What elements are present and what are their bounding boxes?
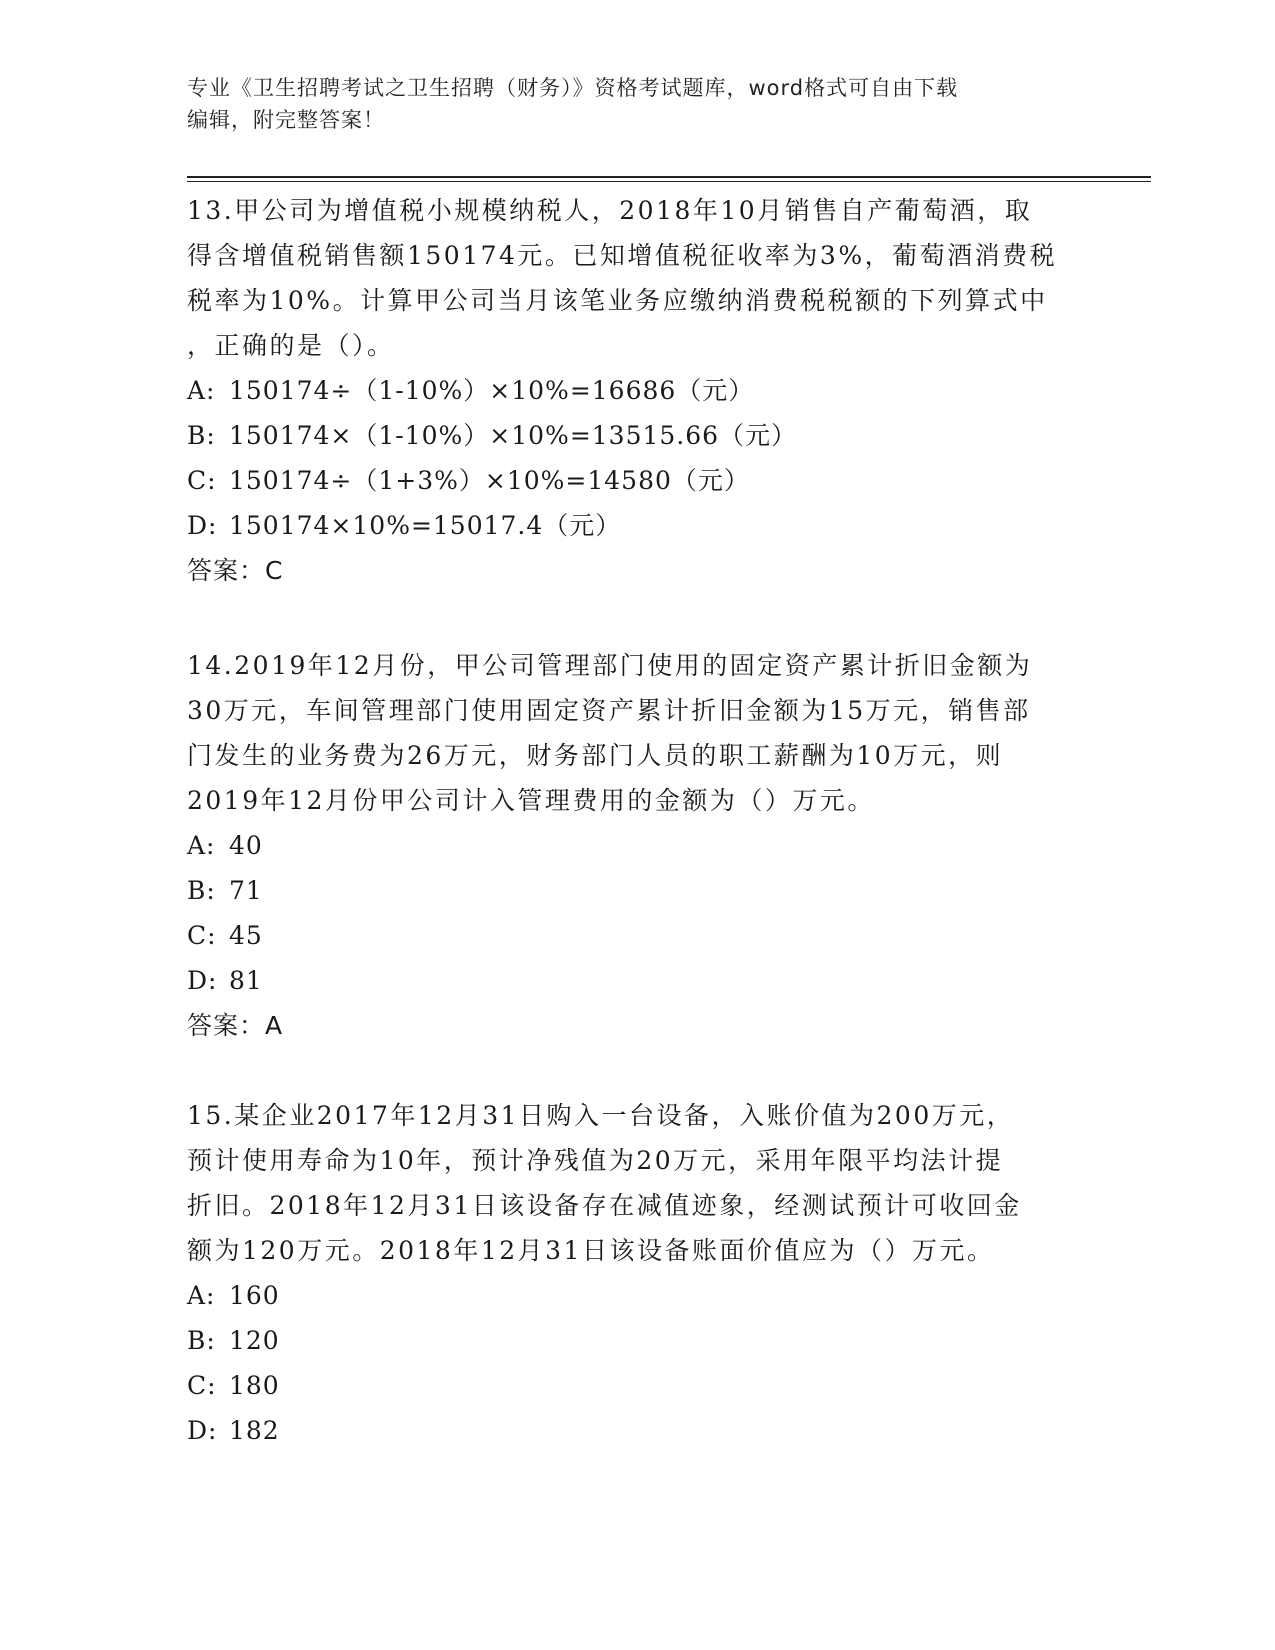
question-text-line: 得含增值税销售额150174元。已知增值税征收率为3%，葡萄酒消费税 bbox=[187, 241, 1058, 270]
option-d bbox=[187, 958, 1087, 1003]
header-divider-thin bbox=[187, 181, 1151, 182]
option-text: 120 bbox=[229, 1326, 280, 1355]
option-key: A: bbox=[187, 831, 216, 860]
option-text: 150174×（1-10%）×10%=13515.66（元） bbox=[229, 421, 798, 450]
option-text: 150174÷（1-10%）×10%=16686（元） bbox=[229, 376, 755, 405]
option-b bbox=[187, 868, 1087, 913]
question-text-line: ，正确的是（）。 bbox=[187, 331, 395, 360]
option-text: 182 bbox=[229, 1416, 280, 1445]
header-line: 编辑，附完整答案！ bbox=[187, 108, 385, 132]
question-text-line: 13.甲公司为增值税小规模纳税人，2018年10月销售自产葡萄酒，取 bbox=[187, 196, 1033, 225]
question-14 bbox=[187, 643, 1087, 1048]
option-text: 150174×10%=15017.4（元） bbox=[229, 511, 622, 540]
option-b bbox=[187, 1318, 1087, 1363]
option-c bbox=[187, 913, 1087, 958]
option-text: 81 bbox=[229, 966, 263, 995]
answer-line: 答案：A bbox=[187, 1011, 284, 1040]
option-text: 160 bbox=[229, 1281, 280, 1310]
question-13 bbox=[187, 188, 1087, 593]
option-c bbox=[187, 458, 1087, 503]
document-header bbox=[187, 72, 1087, 136]
option-key: C: bbox=[187, 921, 217, 950]
option-key: B: bbox=[187, 876, 216, 905]
option-key: C: bbox=[187, 1371, 217, 1400]
option-text: 150174÷（1+3%）×10%=14580（元） bbox=[229, 466, 750, 495]
option-key: D: bbox=[187, 1416, 218, 1445]
question-text-line: 30万元，车间管理部门使用固定资产累计折旧金额为15万元，销售部 bbox=[187, 696, 1031, 725]
option-a bbox=[187, 1273, 1087, 1318]
question-text-line: 额为120万元。2018年12月31日该设备账面价值应为（）万元。 bbox=[187, 1236, 995, 1265]
question-text-line: 15.某企业2017年12月31日购入一台设备，入账价值为200万元， bbox=[187, 1101, 1015, 1130]
question-text-line: 税率为10%。计算甲公司当月该笔业务应缴纳消费税税额的下列算式中 bbox=[187, 286, 1048, 315]
question-text-line: 2019年12月份甲公司计入管理费用的金额为（）万元。 bbox=[187, 786, 875, 815]
option-d bbox=[187, 503, 1087, 548]
option-c bbox=[187, 1363, 1087, 1408]
header-line: 专业《卫生招聘考试之卫生招聘（财务）》资格考试题库，word格式可自由下载 bbox=[187, 76, 959, 100]
option-text: 45 bbox=[229, 921, 263, 950]
option-a bbox=[187, 368, 1087, 413]
option-text: 40 bbox=[229, 831, 263, 860]
question-text-line: 门发生的业务费为26万元，财务部门人员的职工薪酬为10万元，则 bbox=[187, 741, 1004, 770]
option-d bbox=[187, 1408, 1087, 1453]
option-b bbox=[187, 413, 1087, 458]
option-key: A: bbox=[187, 376, 216, 405]
header-divider-thick bbox=[187, 176, 1151, 178]
option-text: 180 bbox=[229, 1371, 280, 1400]
option-key: B: bbox=[187, 421, 216, 450]
option-key: A: bbox=[187, 1281, 216, 1310]
question-text-line: 14.2019年12月份，甲公司管理部门使用的固定资产累计折旧金额为 bbox=[187, 651, 1033, 680]
question-text-line: 预计使用寿命为10年，预计净残值为20万元，采用年限平均法计提 bbox=[187, 1146, 1004, 1175]
option-a bbox=[187, 823, 1087, 868]
question-15 bbox=[187, 1093, 1087, 1453]
option-key: B: bbox=[187, 1326, 216, 1355]
answer-line: 答案：C bbox=[187, 556, 284, 585]
option-text: 71 bbox=[229, 876, 263, 905]
option-key: C: bbox=[187, 466, 217, 495]
option-key: D: bbox=[187, 966, 218, 995]
option-key: D: bbox=[187, 511, 218, 540]
question-text-line: 折旧。2018年12月31日该设备存在减值迹象，经测试预计可收回金 bbox=[187, 1191, 1022, 1220]
